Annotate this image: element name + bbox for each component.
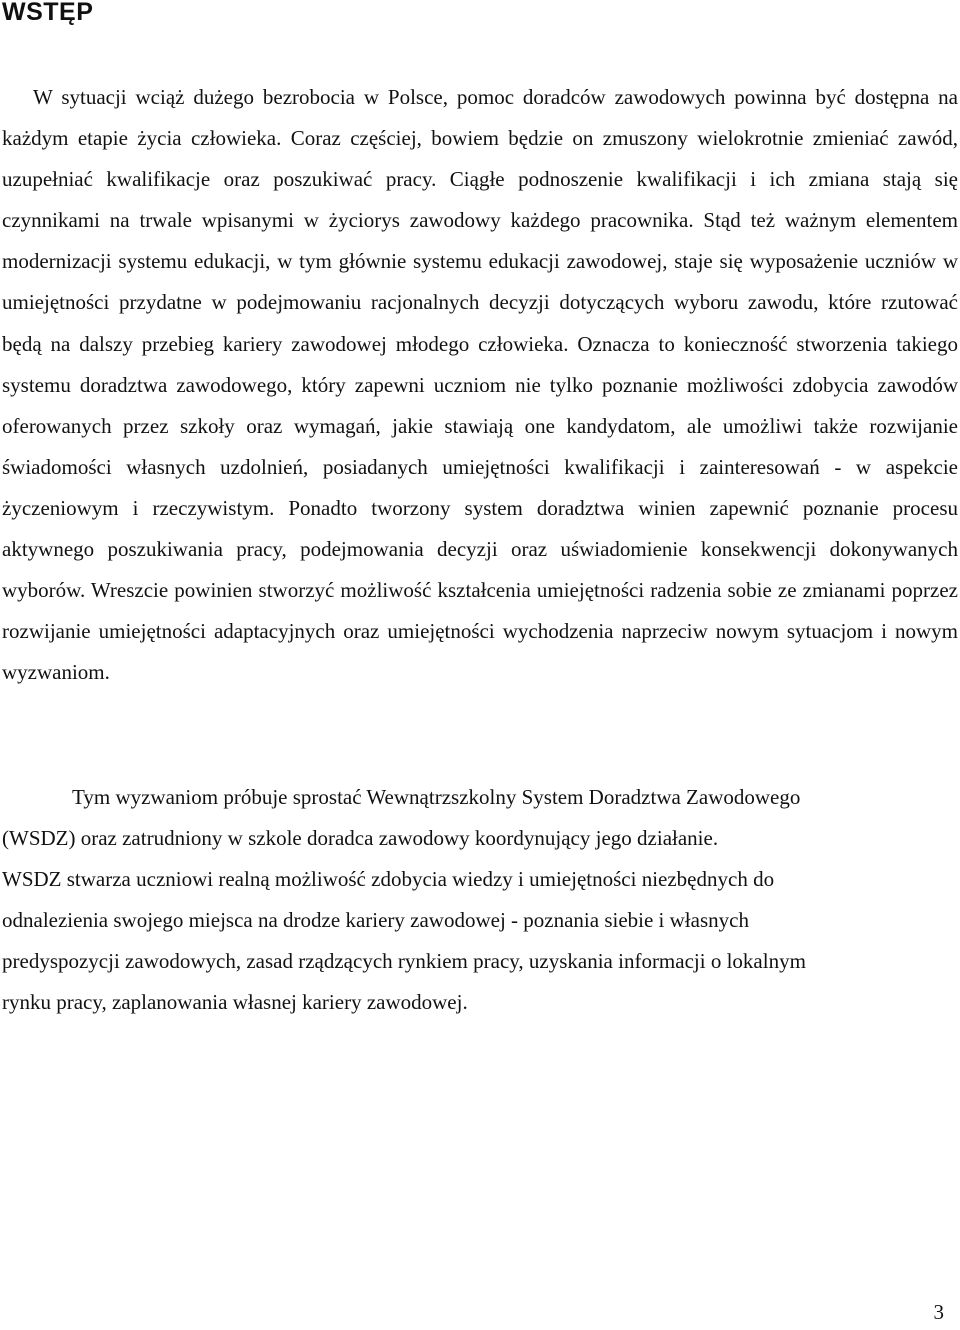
intro-paragraph: W sytuacji wciąż dużego bezrobocia w Polsce, pomoc doradców zawodowych powinna być dostępna na każdym etapie życia człowieka. Coraz częściej, bowiem będzie on zmuszony wielokrotnie zmieniać zawód, uzupełniać kwalifikacje oraz poszukiwać pracy. Ciągłe podnoszenie kwalifikacji i ich zmiana stają się czynnikami na trwale wpisanymi w życiorys zawodowy każdego pracownika. Stąd też ważnym elementem modernizacji systemu edukacji, w tym głównie systemu edukacji zawodowej, staje się wyposażenie uczniów w umiejętności przydatne w podejmowaniu racjonalnych decyzji dotyczących wyboru zawodu, które rzutować będą na dalszy przebieg kariery zawodowej młodego człowieka. Oznacza to konieczność stworzenia takiego systemu doradztwa zawodowego, który zapewni uczniom nie tylko poznanie możliwości zdobycia zawodów oferowanych przez szkoły oraz wymagań, jakie stawiają one kandydatom, ale umożliwi także rozwijanie świadomości własnych uzdolnień, posiadanych umiejętności kwalifikacji i zainteresowań - w aspekcie życzeniowym i rzeczywistym. Ponadto tworzony system doradztwa winien zapewnić poznanie procesu aktywnego poszukiwania pracy, podejmowania decyzji oraz uświadomienie konsekwencji dokonywanych wyborów. Wreszcie powinien stworzyć możliwość kształcenia umiejętności radzenia sobie ze zmianami poprzez rozwijanie umiejętności adaptacyjnych oraz umiejętności wychodzenia naprzeciw nowym sytuacjom i nowym wyzwaniom. xyxy=(2,85,958,685)
page-number: 3 xyxy=(933,1300,944,1324)
paragraph-line: odnalezienia swojego miejsca na drodze kariery zawodowej - poznania siebie i własnych xyxy=(2,908,749,933)
paragraph-line: WSDZ stwarza uczniowi realną możliwość zdobycia wiedzy i umiejętności niezbędnych do xyxy=(2,867,775,892)
paragraph-line: predyspozycji zawodowych, zasad rządzących rynkiem pracy, uzyskania informacji o lokalnym xyxy=(2,949,806,974)
paragraph-line: (WSDZ) oraz zatrudniony w szkole doradca zawodowy koordynujący jego działanie. xyxy=(2,826,719,851)
wsdz-paragraph xyxy=(2,777,958,1024)
section-heading: WSTĘP xyxy=(2,0,94,26)
paragraph-line: rynku pracy, zaplanowania własnej kariery zawodowej. xyxy=(2,990,468,1015)
paragraph-line: Tym wyzwaniom próbuje sprostać Wewnątrzszkolny System Doradztwa Zawodowego xyxy=(72,785,801,809)
